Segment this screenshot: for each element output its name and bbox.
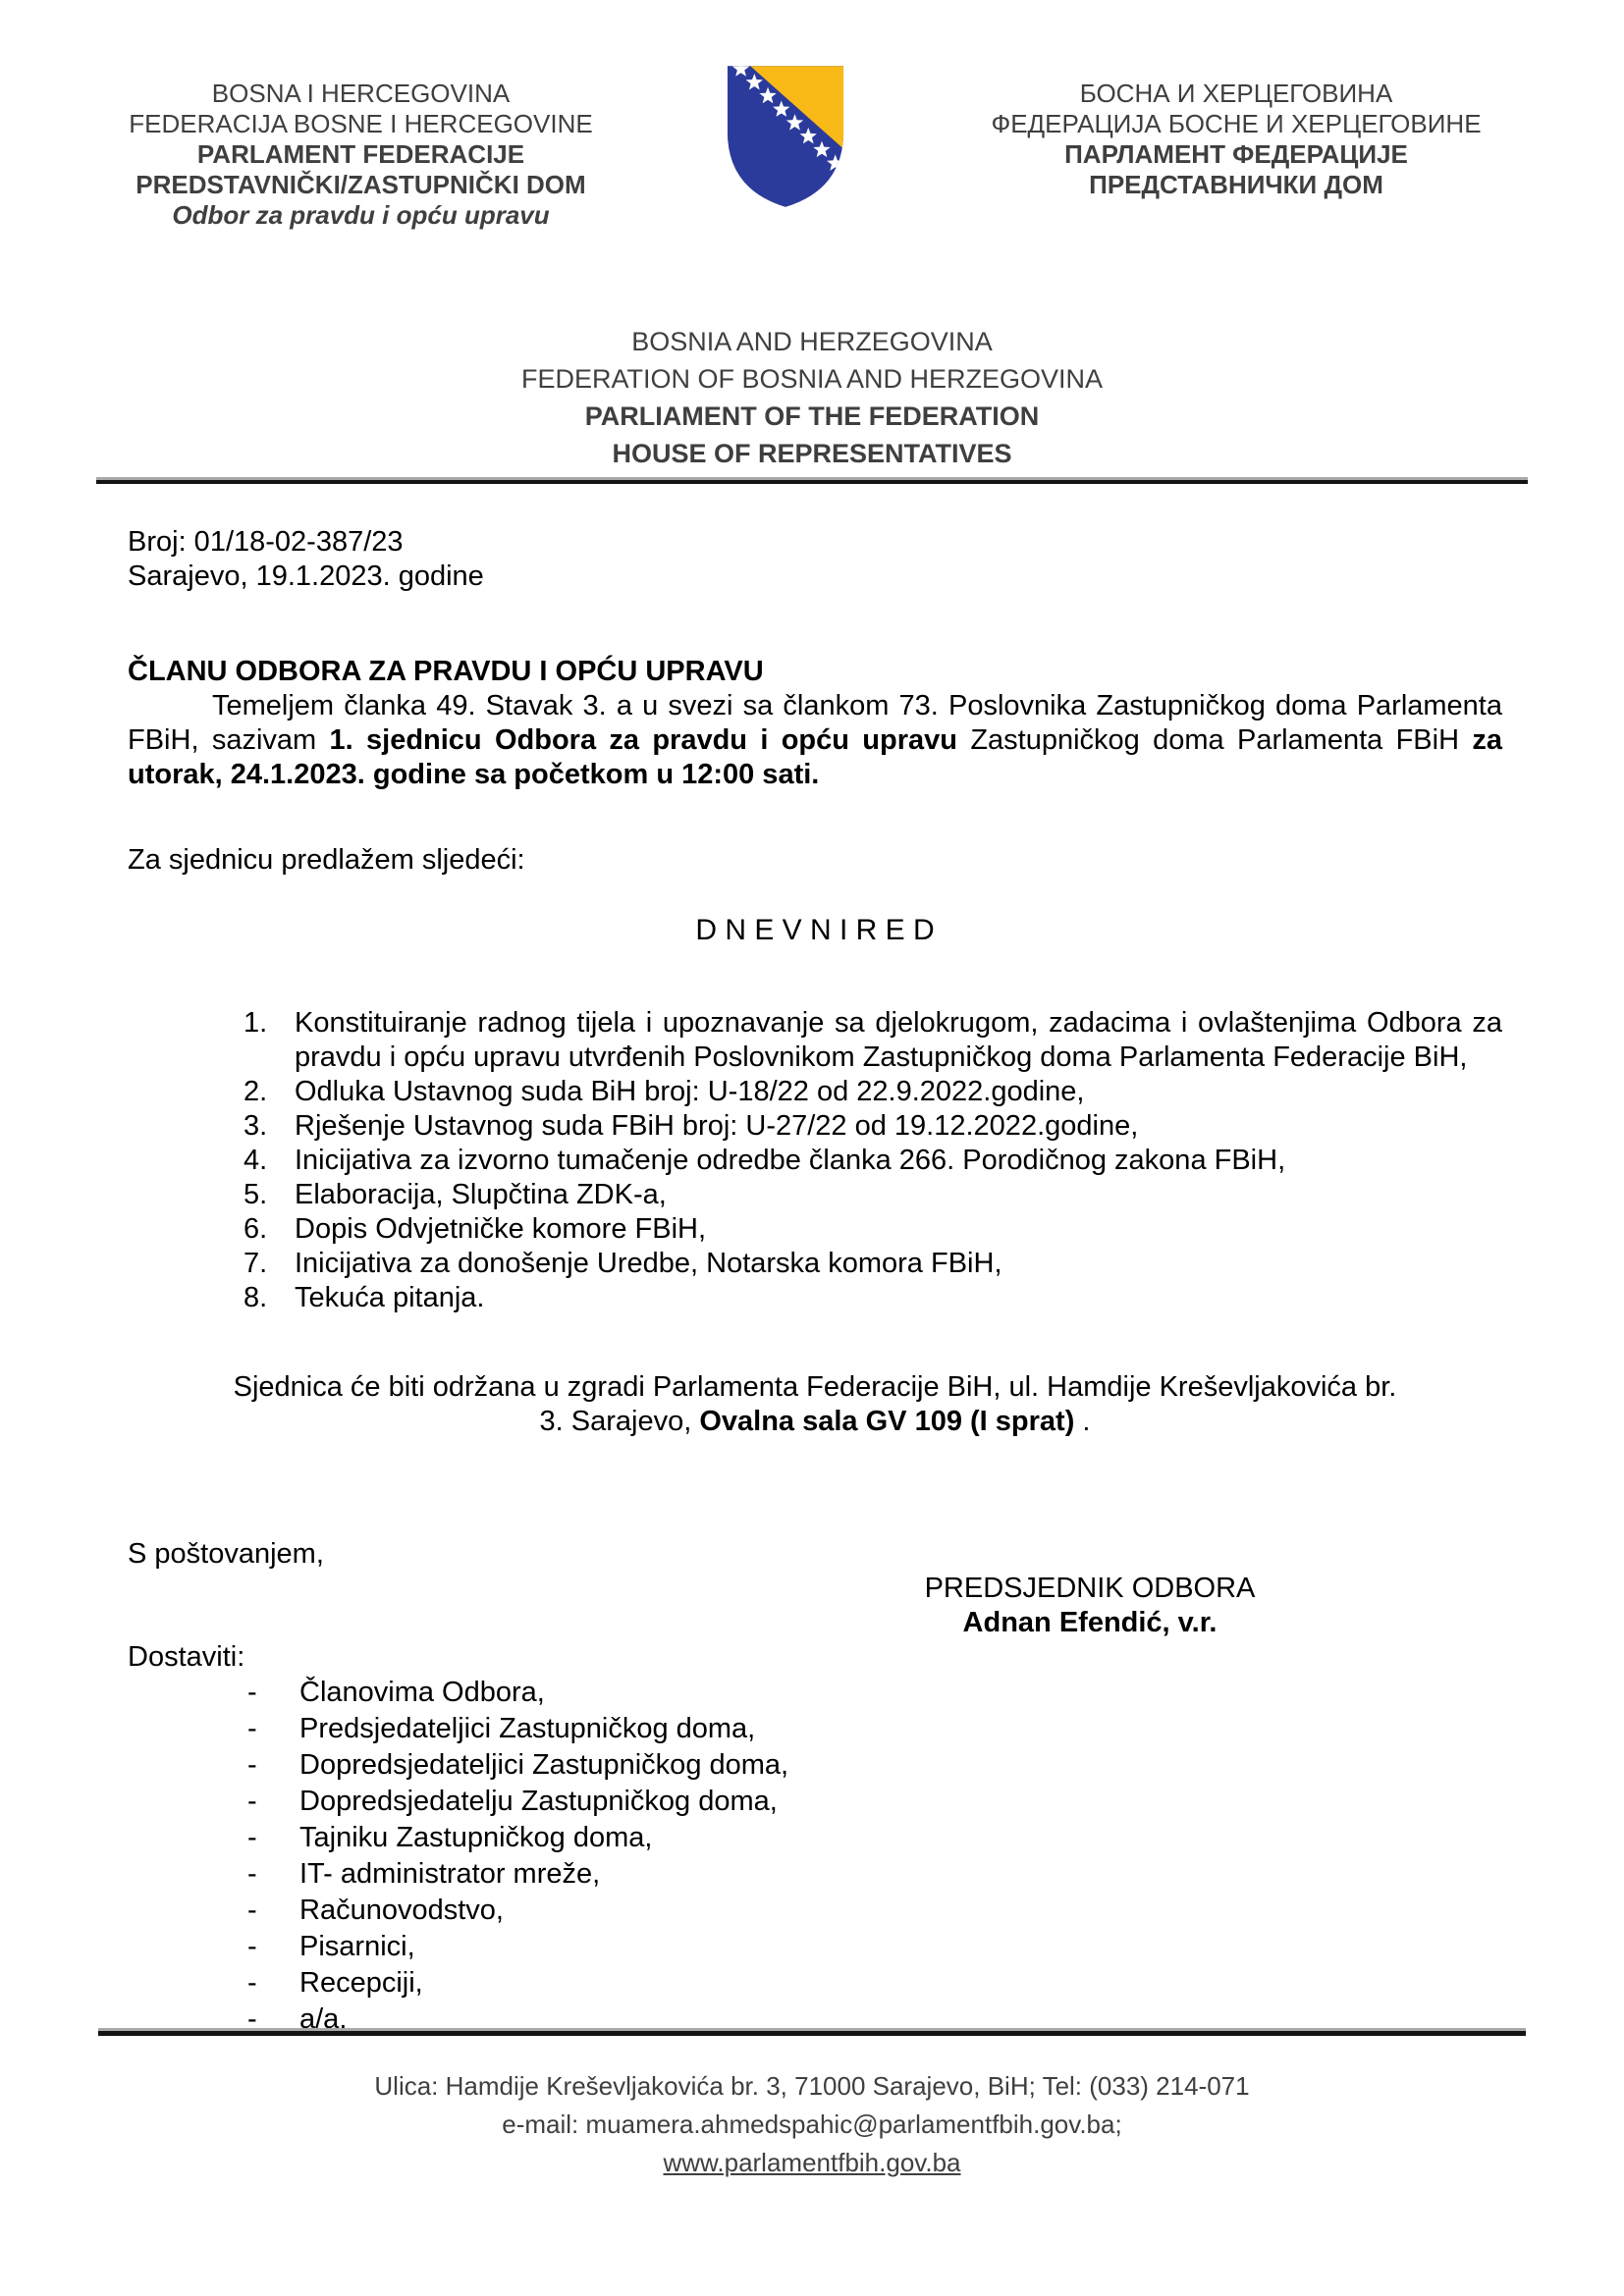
left-line-federation: FEDERACIJA BOSNE I HERCEGOVINE <box>129 109 593 138</box>
letter-body <box>128 525 1502 2038</box>
agenda-item-number: 4. <box>244 1145 268 1176</box>
agenda-item-number: 8. <box>244 1282 268 1313</box>
agenda-item <box>128 1075 1502 1109</box>
agenda-item-number: 2. <box>244 1076 268 1107</box>
distribution-list <box>128 1675 1502 2038</box>
agenda-item-number: 3. <box>244 1110 268 1142</box>
agenda-item <box>128 1247 1502 1281</box>
closing-salutation: S poštovanjem, <box>128 1538 324 1570</box>
agenda-item-text: Rješenje Ustavnog suda FBiH broj: U-27/22 od 19.12.2022.godine, <box>295 1110 1139 1142</box>
header-divider-rule <box>96 477 1528 484</box>
dash-bullet: - <box>247 1931 257 1962</box>
agenda-item-text: Inicijativa za izvorno tumačenje odredbe članka 266. Porodičnog zakona FBiH, <box>295 1145 1286 1176</box>
agenda-item <box>128 1006 1502 1075</box>
bih-coat-of-arms-icon <box>723 63 848 210</box>
agenda-item <box>128 1109 1502 1144</box>
place-and-date: Sarajevo, 19.1.2023. godine <box>128 561 484 592</box>
left-line-country: BOSNA I HERCEGOVINA <box>211 79 511 108</box>
agenda-item-number: 6. <box>244 1213 268 1245</box>
distribution-item-text: Predsjedateljici Zastupničkog doma, <box>299 1713 756 1744</box>
distribution-item-text: Računovodstvo, <box>299 1895 504 1926</box>
dash-bullet: - <box>247 1677 257 1708</box>
invitation-session-bold: 1. sjednicu Odbora za pravdu i opću upravu <box>329 724 957 756</box>
footer-email: e-mail: muamera.ahmedspahic@parlamentfbih.gov.ba; <box>502 2109 1122 2139</box>
agenda-item-text: Inicijativa za donošenje Uredbe, Notarska komora FBiH, <box>295 1248 1002 1279</box>
venue-line2-prefix: 3. Sarajevo, <box>539 1406 700 1437</box>
distribution-item-text: Dopredsjedatelju Zastupničkog doma, <box>299 1786 778 1817</box>
signature-name: Adnan Efendić, v.r. <box>962 1607 1218 1638</box>
distribution-item-text: Članovima Odbora, <box>299 1677 545 1708</box>
distribution-heading: Dostaviti: <box>128 1641 245 1673</box>
dash-bullet: - <box>247 1895 257 1926</box>
distribution-item <box>128 1893 1502 1929</box>
agenda-item-text: Odluka Ustavnog suda BiH broj: U-18/22 od 22.9.2022.godine, <box>295 1076 1085 1107</box>
dash-bullet: - <box>247 1858 257 1890</box>
distribution-item-text: Dopredsjedateljici Zastupničkog doma, <box>299 1749 789 1781</box>
venue-line1: Sjednica će biti održana u zgradi Parlamenta Federacije BiH, ul. Hamdije Kreševljakovića br. <box>233 1371 1397 1403</box>
footer-divider-rule <box>98 2028 1526 2036</box>
distribution-item-text: Tajniku Zastupničkog doma, <box>299 1822 653 1853</box>
agenda-item-text: Elaboracija, Slupčtina ZDK-a, <box>295 1179 667 1210</box>
dash-bullet: - <box>247 1749 257 1781</box>
distribution-item-text: a/a. <box>299 2003 348 2035</box>
footer-address: Ulica: Hamdije Kreševljakovića br. 3, 71000 Sarajevo, BiH; Tel: (033) 214-071 <box>374 2071 1250 2101</box>
invitation-text-1: Temeljem članka 49. Stavak 3. a u svezi sa člankom 73. Poslovnika Zastupničkog doma Parlamenta FBiH, sazivam <box>128 690 1502 756</box>
signature-block <box>859 1572 1321 1640</box>
page-footer <box>98 2028 1526 2182</box>
reference-block <box>128 525 1502 594</box>
distribution-item <box>128 1784 1502 1820</box>
dash-bullet: - <box>247 2003 257 2035</box>
letterhead-english <box>0 323 1624 472</box>
agenda-item-text: Dopis Odvjetničke komore FBiH, <box>295 1213 707 1245</box>
english-line-house: HOUSE OF REPRESENTATIVES <box>612 439 1012 468</box>
agenda-title: D N E V N I R E D <box>695 914 935 946</box>
signature-title: PREDSJEDNIK ODBORA <box>924 1573 1256 1604</box>
left-line-parliament: PARLAMENT FEDERACIJE <box>196 139 525 169</box>
agenda-list <box>128 1006 1502 1315</box>
left-line-committee: Odbor za pravdu i opću upravu <box>172 200 550 230</box>
agenda-item-number: 5. <box>244 1179 268 1210</box>
letterhead-left-bosnian <box>93 79 628 231</box>
english-line-country: BOSNIA AND HERZEGOVINA <box>631 327 993 356</box>
footer-contact-block <box>98 2067 1526 2182</box>
distribution-item-text: IT- administrator mreže, <box>299 1858 601 1890</box>
agenda-item-text: Tekuća pitanja. <box>295 1282 485 1313</box>
dash-bullet: - <box>247 1713 257 1744</box>
agenda-item <box>128 1178 1502 1212</box>
agenda-item-number: 1. <box>244 1007 268 1039</box>
left-line-house: PREDSTAVNIČKI/ZASTUPNIČKI DOM <box>135 170 586 199</box>
footer-website-link[interactable]: www.parlamentfbih.gov.ba <box>663 2148 961 2177</box>
right-line-federation: ФЕДЕРАЦИЈА БОСНЕ И ХЕРЦЕГОВИНЕ <box>991 109 1482 138</box>
recipient-heading: ČLANU ODBORA ZA PRAVDU I OPĆU UPRAVU <box>128 656 764 687</box>
distribution-item <box>128 1965 1502 2002</box>
dash-bullet: - <box>247 1786 257 1817</box>
invitation-paragraph <box>128 689 1502 792</box>
distribution-item-text: Recepciji, <box>299 1967 423 1999</box>
agenda-item-number: 7. <box>244 1248 268 1279</box>
distribution-item <box>128 1856 1502 1893</box>
invitation-datetime-bold: za utorak, 24.1.2023. godine sa početkom u 12:00 sati. <box>128 724 1502 790</box>
distribution-item <box>128 1929 1502 1965</box>
right-line-parliament: ПАРЛАМЕНТ ФЕДЕРАЦИЈЕ <box>1064 139 1408 169</box>
distribution-item <box>128 1711 1502 1747</box>
letterhead-right-cyrillic <box>942 79 1531 200</box>
distribution-item <box>128 1747 1502 1784</box>
venue-room-bold: Ovalna sala GV 109 (I sprat) <box>699 1406 1075 1437</box>
venue-line2-suffix: . <box>1074 1406 1091 1437</box>
emblem-container <box>697 63 874 210</box>
distribution-item-text: Pisarnici, <box>299 1931 415 1962</box>
letterhead <box>0 0 1624 231</box>
invitation-text-2: Zastupničkog doma Parlamenta FBiH <box>957 724 1473 756</box>
agenda-item <box>128 1212 1502 1247</box>
dash-bullet: - <box>247 1822 257 1853</box>
english-line-parliament: PARLIAMENT OF THE FEDERATION <box>584 401 1040 431</box>
reference-number: Broj: 01/18-02-387/23 <box>128 526 404 558</box>
agenda-item <box>128 1281 1502 1315</box>
right-line-country: БОСНА И ХЕРЦЕГОВИНА <box>1079 79 1393 108</box>
right-line-house: ПРЕДСТАВНИЧКИ ДОМ <box>1089 170 1383 199</box>
dash-bullet: - <box>247 1967 257 1999</box>
proposal-line: Za sjednicu predlažem sljedeći: <box>128 844 525 876</box>
venue-paragraph <box>128 1370 1502 1439</box>
agenda-item <box>128 1144 1502 1178</box>
english-line-federation: FEDERATION OF BOSNIA AND HERZEGOVINA <box>520 364 1104 394</box>
distribution-item <box>128 1820 1502 1856</box>
distribution-item <box>128 1675 1502 1711</box>
agenda-item-text: Konstituiranje radnog tijela i upoznavanje sa djelokrugom, zadacima i ovlaštenjima Odbora za pravdu i opću upravu utvrđenih Poslovnikom Zastupničkog doma Parlamenta Federacije BiH, <box>295 1007 1502 1073</box>
